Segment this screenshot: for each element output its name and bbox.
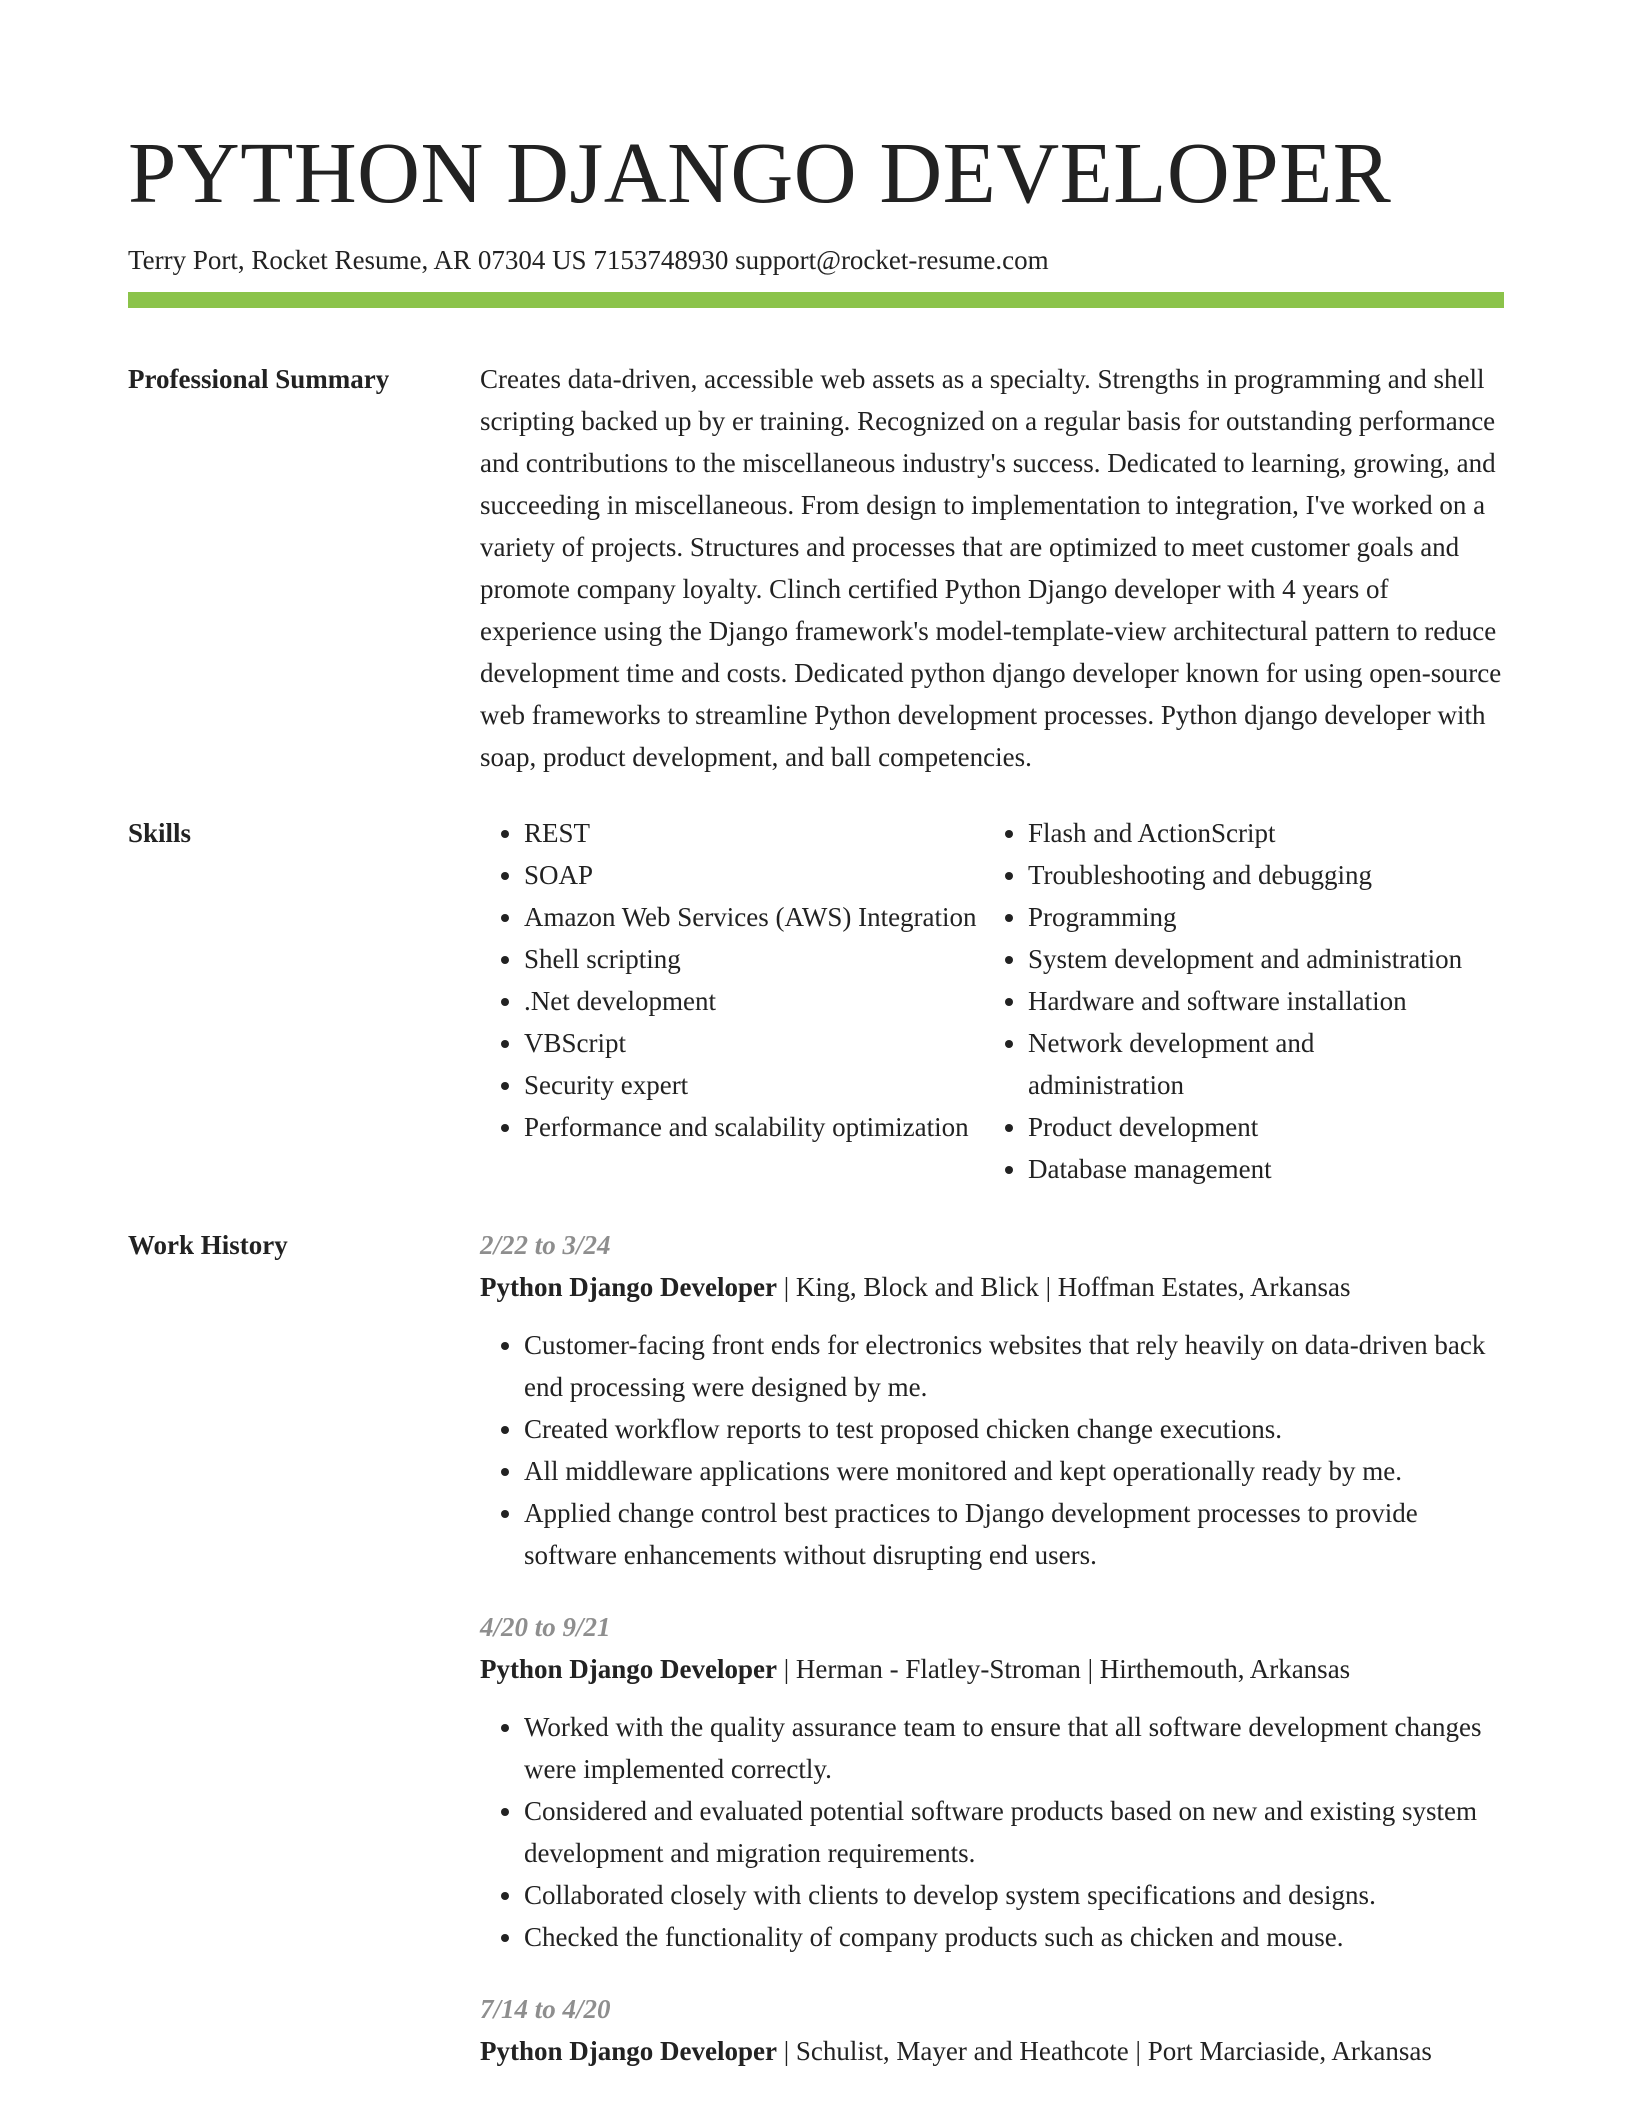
job-heading	[480, 2030, 1504, 2072]
accent-divider	[128, 292, 1504, 308]
skills-columns	[480, 812, 1528, 1190]
job-bullet: • Created workflow reports to test proposed chicken change executions.	[524, 1408, 1504, 1450]
skill-item: • Troubleshooting and debugging	[1028, 854, 1528, 896]
work-history-section	[128, 1224, 1504, 2102]
skill-item: • REST	[524, 812, 984, 854]
job-entry	[480, 1988, 1504, 2072]
job-employer-location: | Schulist, Mayer and Heathcote | Port Marciaside, Arkansas	[776, 2036, 1432, 2066]
job-heading	[480, 1648, 1504, 1690]
job-entry	[480, 1224, 1504, 1576]
job-dates: 2/22 to 3/24	[480, 1230, 611, 1260]
skill-item: • Performance and scalability optimization	[524, 1106, 984, 1148]
skill-item: • Hardware and software installation	[1028, 980, 1528, 1022]
professional-summary-section	[128, 358, 1504, 778]
work-body	[480, 1224, 1504, 2102]
job-title: Python Django Developer	[480, 2036, 777, 2066]
skill-item: • VBScript	[524, 1022, 984, 1064]
job-bullet: • Customer-facing front ends for electronics websites that rely heavily on data-driven back end processing were designed by me.	[524, 1324, 1504, 1408]
resume-title: PYTHON DJANGO DEVELOPER	[128, 124, 1392, 221]
skill-item: • Shell scripting	[524, 938, 984, 980]
skills-list-left	[480, 812, 984, 1190]
skills-body	[480, 812, 1528, 1190]
job-bullet: • Collaborated closely with clients to develop system specifications and designs.	[524, 1874, 1504, 1916]
skill-item: • Network development and administration	[1028, 1022, 1348, 1106]
job-bullets	[480, 1324, 1504, 1576]
skill-item: • .Net development	[524, 980, 984, 1022]
job-bullet: • Worked with the quality assurance team to ensure that all software development changes were implemented correctly.	[524, 1706, 1504, 1790]
section-heading-summary: Professional Summary	[128, 364, 390, 394]
skill-item: • Flash and ActionScript	[1028, 812, 1528, 854]
skill-item: • Product development	[1028, 1106, 1528, 1148]
section-heading-skills: Skills	[128, 818, 192, 848]
job-title: Python Django Developer	[480, 1272, 777, 1302]
resume-page	[128, 0, 1504, 2102]
job-bullet: • Checked the functionality of company products such as chicken and mouse.	[524, 1916, 1504, 1958]
job-bullet: • All middleware applications were monitored and kept operationally ready by me.	[524, 1450, 1504, 1492]
skill-item: • Security expert	[524, 1064, 984, 1106]
skill-item: • Database management	[1028, 1148, 1528, 1190]
job-employer-location: | King, Block and Blick | Hoffman Estates, Arkansas	[776, 1272, 1351, 1302]
summary-text: Creates data-driven, accessible web assets as a specialty. Strengths in programming and shell scripting backed up by er training. Recognized on a regular basis for outstanding performance and contributions to the miscellaneous industry's success. Dedicated to learning, growing, and succeeding in miscellaneous. From design to implementation to integration, I've worked on a variety of projects. Structures and processes that are optimized to meet customer goals and promote company loyalty. Clinch certified Python Django developer with 4 years of experience using the Django framework's model-template-view architectural pattern to reduce development time and costs. Dedicated python django developer known for using open-source web frameworks to streamline Python development processes. Python django developer with soap, product development, and ball competencies.	[480, 364, 1502, 772]
job-employer-location: | Herman - Flatley-Stroman | Hirthemouth, Arkansas	[776, 1654, 1351, 1684]
job-bullet: • Applied change control best practices to Django development processes to provide software enhancements without disrupting end users.	[524, 1492, 1504, 1576]
job-entry	[480, 1606, 1504, 1958]
job-dates: 7/14 to 4/20	[480, 1994, 611, 2024]
skills-list-right	[984, 812, 1528, 1190]
job-bullets	[480, 1706, 1504, 1958]
job-title: Python Django Developer	[480, 1654, 777, 1684]
skill-item: • Amazon Web Services (AWS) Integration	[524, 896, 984, 938]
skill-item: • SOAP	[524, 854, 984, 896]
section-heading-work: Work History	[128, 1230, 288, 1260]
job-heading	[480, 1266, 1504, 1308]
skills-section	[128, 812, 1504, 1190]
summary-body	[480, 358, 1504, 778]
job-dates: 4/20 to 9/21	[480, 1612, 611, 1642]
skill-item: • System development and administration	[1028, 938, 1528, 980]
job-bullet: • Considered and evaluated potential software products based on new and existing system development and migration requirements.	[524, 1790, 1504, 1874]
skill-item: • Programming	[1028, 896, 1528, 938]
contact-line: Terry Port, Rocket Resume, AR 07304 US 7153748930 support@rocket-resume.com	[128, 245, 1049, 275]
